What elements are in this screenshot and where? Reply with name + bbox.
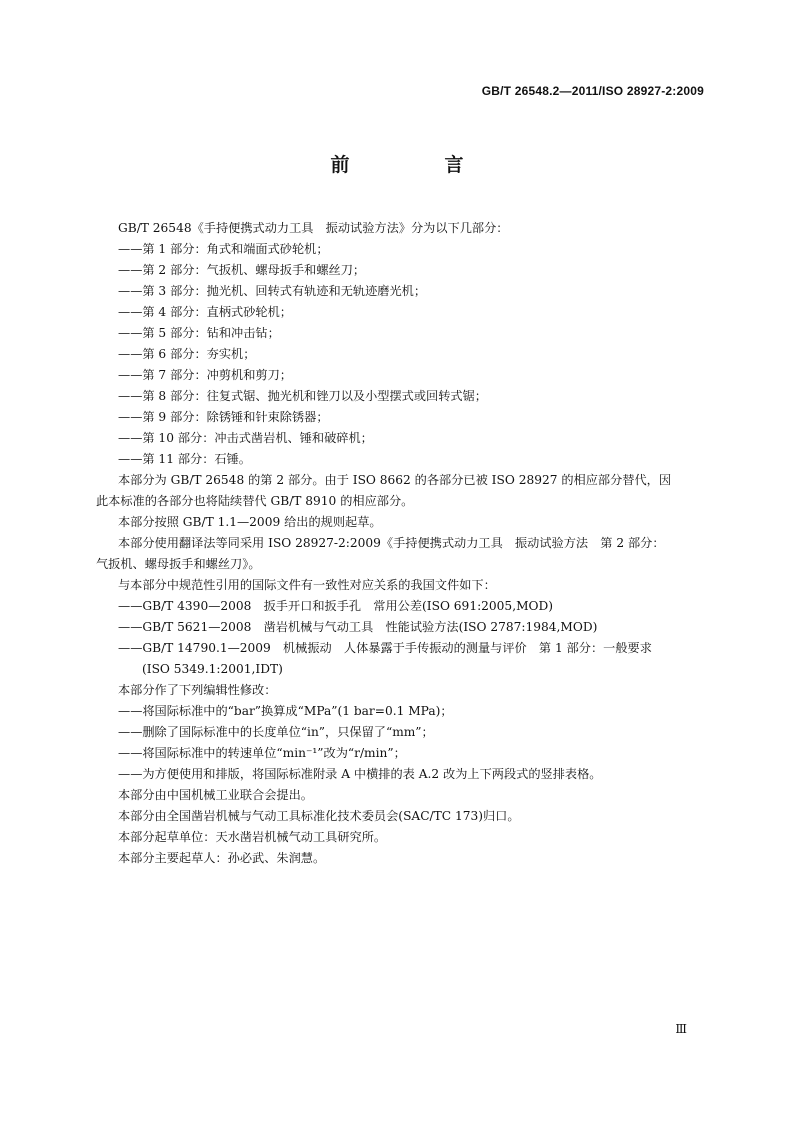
part2-line-2: 此本标准的各部分也将陆续替代 GB/T 8910 的相应部分。 (96, 494, 414, 508)
part-list-item-1: ——第 1 部分：角式和端面式砂轮机； (118, 242, 329, 256)
part2-paragraph (96, 470, 706, 512)
refs-intro-paragraph: 与本部分中规范性引用的国际文件有一致性对应关系的我国文件如下： (118, 578, 496, 592)
part-list-item-6: ——第 6 部分：夯实机； (118, 347, 256, 361)
part-list-item-2: ——第 2 部分：气扳机、螺母扳手和螺丝刀； (118, 263, 366, 277)
part-list-item-8: ——第 8 部分：往复式锯、抛光机和锉刀以及小型摆式或回转式锯； (118, 389, 487, 403)
ref-item-2: ——GB/T 5621—2008 凿岩机械与气动工具 性能试验方法(ISO 2787:1984,MOD) (118, 620, 598, 634)
ref-item-1: ——GB/T 4390—2008 扳手开口和扳手孔 常用公差(ISO 691:2005,MOD) (118, 599, 554, 613)
translation-line-1: 本部分使用翻译法等同采用 ISO 28927-2:2009《手持便携式动力工具 振动试验方法 第 2 部分： (118, 536, 665, 550)
standard-code-header: GB/T 26548.2—2011/ISO 28927-2:2009 (481, 84, 704, 98)
part-list-item-9: ——第 9 部分：除锈锤和针束除锈器； (118, 410, 329, 424)
edits-intro-paragraph: 本部分作了下列编辑性修改： (118, 683, 277, 697)
ref-item-3: ——GB/T 14790.1—2009 机械振动 人体暴露于手传振动的测量与评价 第 1 部分：一般要求 (118, 641, 652, 655)
intro-paragraph: GB/T 26548《手持便携式动力工具 振动试验方法》分为以下几部分： (118, 221, 509, 235)
page-title: 前 言 (330, 154, 502, 176)
drafters-paragraph: 本部分主要起草人：孙必武、朱润慧。 (118, 851, 326, 865)
part-list-item-10: ——第 10 部分：冲击式凿岩机、锤和破碎机； (118, 431, 373, 445)
part-list-item-3: ——第 3 部分：抛光机、回转式有轨迹和无轨迹磨光机； (118, 284, 427, 298)
page-number: Ⅲ (675, 1022, 686, 1036)
edit-item-2: ——删除了国际标准中的长度单位“in”，只保留了“mm”； (118, 725, 434, 739)
edit-item-3: ——将国际标准中的转速单位“min⁻¹”改为“r/min”； (118, 746, 406, 760)
edit-item-4: ——为方便使用和排版，将国际标准附录 A 中横排的表 A.2 改为上下两段式的竖排表格。 (118, 767, 602, 781)
part-list-item-7: ——第 7 部分：冲剪机和剪刀； (118, 368, 292, 382)
part-list-item-11: ——第 11 部分：石锤。 (118, 452, 251, 466)
edit-item-1: ——将国际标准中的“bar”换算成“MPa”(1 bar=0.1 MPa)； (118, 704, 453, 718)
committee-paragraph: 本部分由全国凿岩机械与气动工具标准化技术委员会(SAC/TC 173)归口。 (118, 809, 520, 823)
drafting-unit-paragraph: 本部分起草单位：天水凿岩机械气动工具研究所。 (118, 830, 387, 844)
translation-paragraph (96, 533, 706, 575)
part-list-item-5: ——第 5 部分：钻和冲击钻； (118, 326, 280, 340)
foreword-body (96, 218, 706, 869)
ref-item-3-continuation: (ISO 5349.1:2001,IDT) (142, 662, 283, 676)
part2-line-1: 本部分为 GB/T 26548 的第 2 部分。由于 ISO 8662 的各部分已被 ISO 28927 的相应部分替代，因 (118, 473, 672, 487)
proposer-paragraph: 本部分由中国机械工业联合会提出。 (118, 788, 313, 802)
part-list-item-4: ——第 4 部分：直柄式砂轮机； (118, 305, 292, 319)
translation-line-2: 气扳机、螺母扳手和螺丝刀》。 (96, 557, 261, 571)
rules-paragraph: 本部分按照 GB/T 1.1—2009 给出的规则起草。 (118, 515, 382, 529)
